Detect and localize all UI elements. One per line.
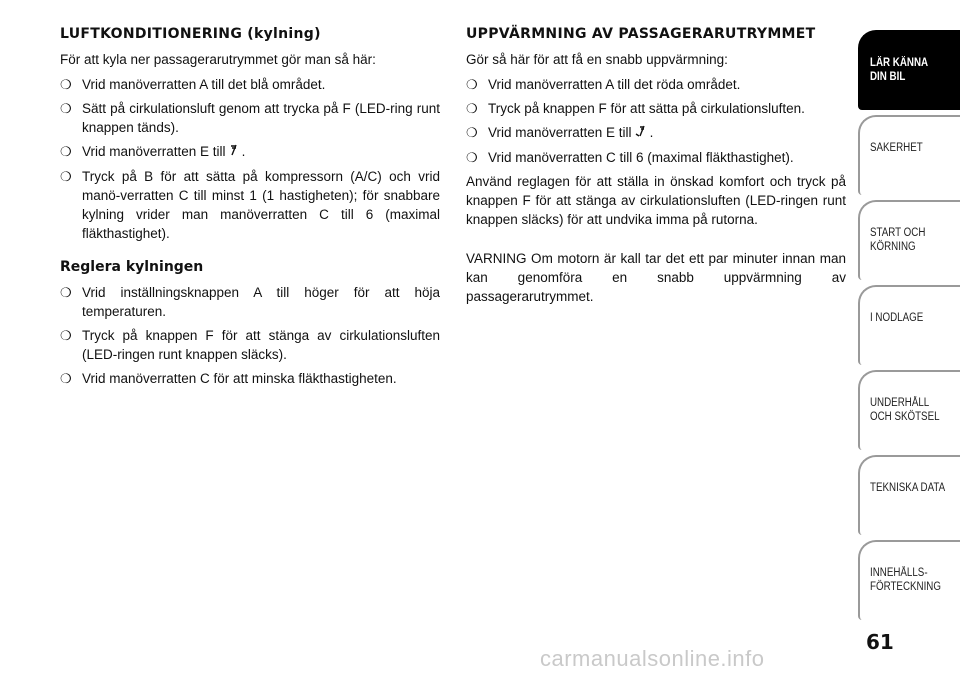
list-item [60,369,440,388]
list-item [466,75,846,94]
list-item [466,99,846,118]
list-item-text: Vrid manöverratten A till det blå området. [82,77,326,92]
bullet-icon: ❍ [60,371,72,386]
tab-label: INNEHÅLLS- FÖRTECKNING [870,567,941,593]
tab-label: TEKNISKA DATA [870,482,946,494]
list-item-text [82,142,440,162]
list-item-text: Vrid manöverratten A till det röda området. [488,77,741,92]
list-item-text: Tryck på B för att sätta på kompressorn (A/C) och vrid manö-verratten C till minst 1 (1 hastigheten); för snabbare kylning vrider man manöverratten C till 6 (maximal fläkthastighet). [82,169,440,241]
airflow-face-icon [229,145,239,159]
intro-text: Gör så här för att få en snabb uppvärmning: [466,52,728,67]
watermark: carmanualsonline.info [540,646,765,671]
chapter-tabs [858,30,960,625]
bullet-icon: ❍ [60,328,72,343]
list-item-text: Tryck på knappen F för att stänga av cirkulationsluften (LED-ringen runt knappen släcks). [82,328,440,362]
tab-label: START OCH KÖRNING [870,227,926,253]
bullet-icon: ❍ [466,101,478,116]
tab-underhall-och-skotsel[interactable] [858,370,960,450]
tab-sakerhet[interactable] [858,115,960,195]
section-title-heating: UPPVÄRMNING AV PASSAGERARUTRYMMET [466,26,816,42]
list-item-text: Vrid manöverratten C till 6 (maximal fläkthastighet). [488,150,794,165]
list-item [60,142,440,162]
list-item [60,283,440,321]
list-item-text-end: . [649,125,654,140]
tab-label: SÄKERHET [870,142,923,154]
bullet-icon: ❍ [60,169,72,184]
list-item [60,167,440,243]
list-item-text-part: Vrid manöverratten E till [82,144,226,159]
list-item [60,326,440,364]
section-title-cooling: LUFTKONDITIONERING (kylning) [60,26,321,42]
right-column [466,22,846,312]
bullet-icon: ❍ [466,150,478,165]
bullet-icon: ❍ [466,125,478,140]
tab-label: I NÖDLÄGE [870,312,924,324]
subsection-title: Reglera kylningen [60,259,204,275]
list-item-text [488,123,846,143]
list-item [466,123,846,143]
airflow-face-feet-icon [635,126,647,140]
list-item-text: Sätt på cirkulationsluft genom att trycka på F (LED-ring runt knappen tänds). [82,101,440,135]
tab-innehallsforteckning[interactable] [858,540,960,620]
warning-paragraph: VARNING Om motorn är kall tar det ett par minuter innan man kan genomföra en snabb uppvärmning av passagerarutrymmet. [466,251,846,304]
list-item-text-end: . [241,144,246,159]
tab-start-och-korning[interactable] [858,200,960,280]
tab-lar-kanna-din-bil[interactable] [858,30,960,110]
intro-text: För att kyla ner passagerarutrymmet gör man så här: [60,52,376,67]
tab-label: LÄR KÄNNA DIN BIL [870,57,929,83]
left-column [60,22,440,393]
bullet-icon: ❍ [466,77,478,92]
list-item-text: Vrid manöverratten C för att minska fläkthastigheten. [82,371,397,386]
list-item [60,75,440,94]
paragraph: Använd reglagen för att ställa in önskad komfort och tryck på knappen F för att stänga av cirkulationsluften (LED-ringen runt knappen släcks) för att undvika imma på rutorna. [466,174,846,227]
tab-i-nodlage[interactable] [858,285,960,365]
bullet-icon: ❍ [60,144,72,159]
page-number: 61 [866,630,894,654]
tab-label: UNDERHÅLL OCH SKÖTSEL [870,397,940,423]
list-item-text-part: Vrid manöverratten E till [488,125,632,140]
list-item-text: Tryck på knappen F för att sätta på cirkulationsluften. [488,101,805,116]
list-item [466,148,846,167]
tab-tekniska-data[interactable] [858,455,960,535]
list-item [60,99,440,137]
list-item-text: Vrid inställningsknappen A till höger för att höja temperaturen. [82,285,440,319]
bullet-icon: ❍ [60,77,72,92]
bullet-icon: ❍ [60,285,72,300]
bullet-icon: ❍ [60,101,72,116]
